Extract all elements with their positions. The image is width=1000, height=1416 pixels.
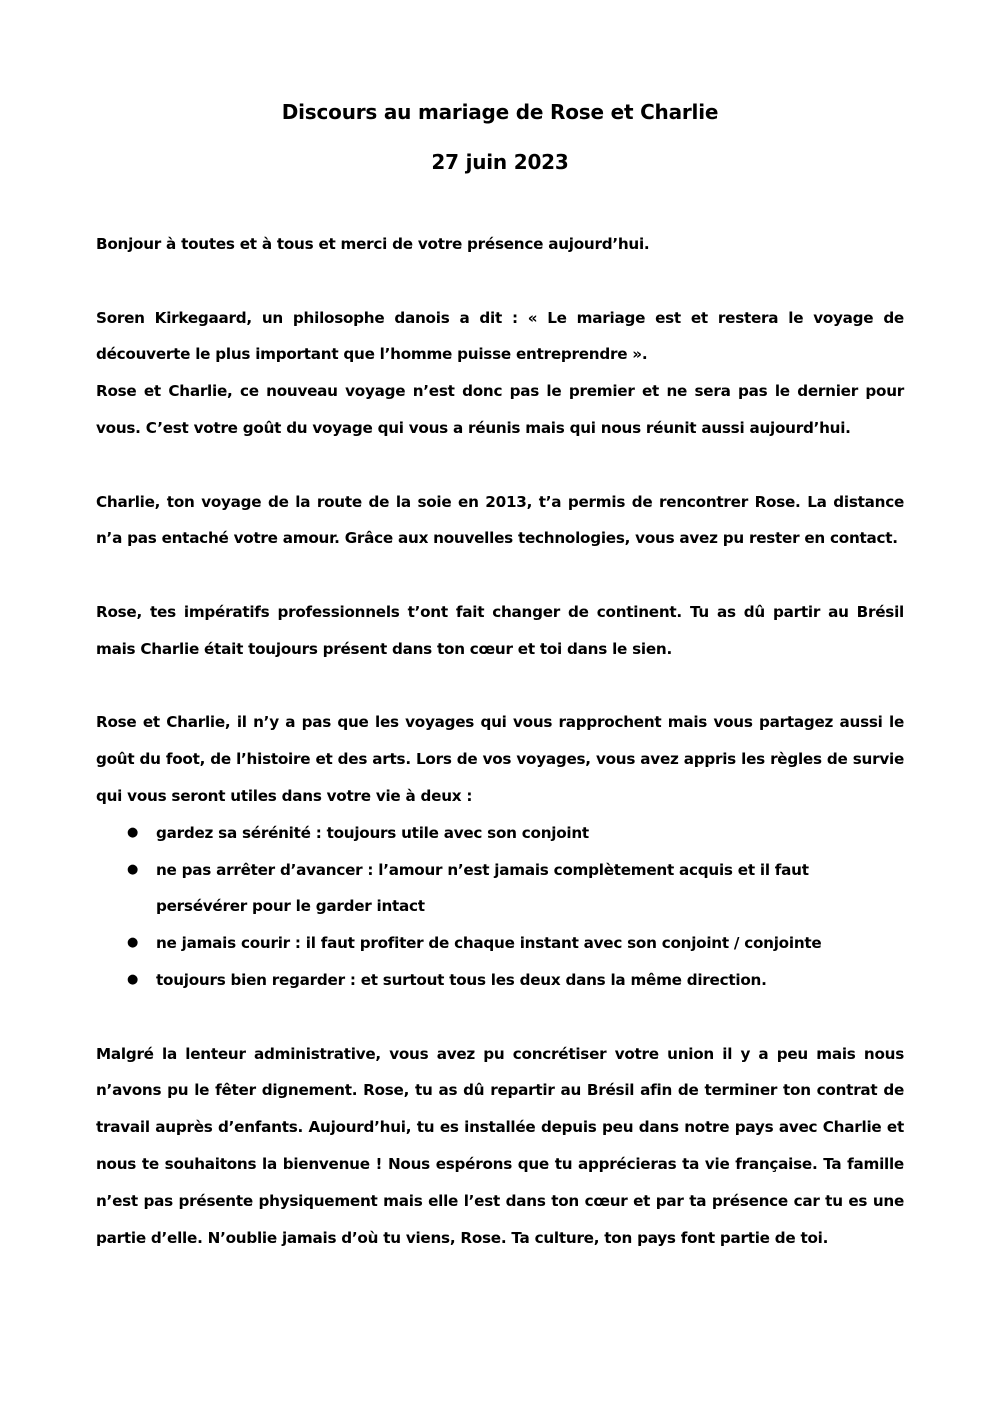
paragraph-gap [96,557,904,594]
paragraph-gap [96,447,904,484]
list-item-text: gardez sa sérénité : toujours utile avec son conjoint [156,823,589,842]
paragraph-gap [96,999,904,1036]
bullet-icon: ● [127,935,139,951]
journey-paragraph: Rose et Charlie, ce nouveau voyage n’est donc pas le premier et ne sera pas le dernier pour vous. C’est votre goût du voyage qui vous a réunis mais qui nous réunit aussi aujourd’hui. [96,382,904,437]
closing-paragraph: Malgré la lenteur administrative, vous avez pu concrétiser votre union il y a peu mais nous n’avons pu le fêter dignement. Rose, tu as dû repartir au Brésil afin de terminer ton contrat de travail auprès d’enfants. Aujourd’hui, tu es installée depuis peu dans notre pays avec Charlie et nous te souhaitons la bienvenue ! Nous espérons que tu apprécieras ta vie française. Ta famille n’est pas présente physiquement mais elle l’est dans ton cœur et par ta présence car tu es une partie d’elle. N’oublie jamais d’où tu viens, Rose. Ta culture, ton pays font partie de toi. [96,1044,904,1247]
brazil-paragraph: Rose, tes impératifs professionnels t’ont fait changer de continent. Tu as dû partir au Brésil mais Charlie était toujours présent dans ton cœur et toi dans le sien. [96,602,904,658]
shared-interests-paragraph: Rose et Charlie, il n’y a pas que les voyages qui vous rapprochent mais vous partagez aussi le goût du foot, de l’histoire et des arts. Lors de vos voyages, vous avez appris les règles de survie qui vous seront utiles dans votre vie à deux : [96,713,904,805]
list-item [96,852,904,926]
list-item-text: ne pas arrêter d’avancer : l’amour n’est jamais complètement acquis et il faut persévérer pour le garder intact [156,860,809,916]
document-title: Discours au mariage de Rose et Charlie [281,100,719,124]
paragraph-gap [96,668,904,705]
list-item [96,925,904,962]
quote-paragraph: Soren Kirkegaard, un philosophe danois a dit : « Le mariage est et restera le voyage de découverte le plus important que l’homme puisse entreprendre ». [96,308,904,364]
bullet-icon: ● [127,861,139,877]
survival-rules-list [96,815,904,999]
list-item [96,962,904,999]
bullet-icon: ● [127,971,139,987]
silk-road-paragraph: Charlie, ton voyage de la route de la soie en 2013, t’a permis de rencontrer Rose. La distance n’a pas entaché votre amour. Grâce aux nouvelles technologies, vous avez pu rester en contact. [96,492,904,548]
list-item-text: ne jamais courir : il faut profiter de chaque instant avec son conjoint / conjointe [156,934,822,953]
paragraph-gap [96,263,904,300]
document-body [96,226,904,1256]
greeting-paragraph: Bonjour à toutes et à tous et merci de votre présence aujourd’hui. [96,235,650,253]
bullet-icon: ● [127,824,139,840]
document-date: 27 juin 2023 [431,150,569,174]
list-item [96,815,904,852]
list-item-text: toujours bien regarder : et surtout tous les deux dans la même direction. [156,970,767,989]
